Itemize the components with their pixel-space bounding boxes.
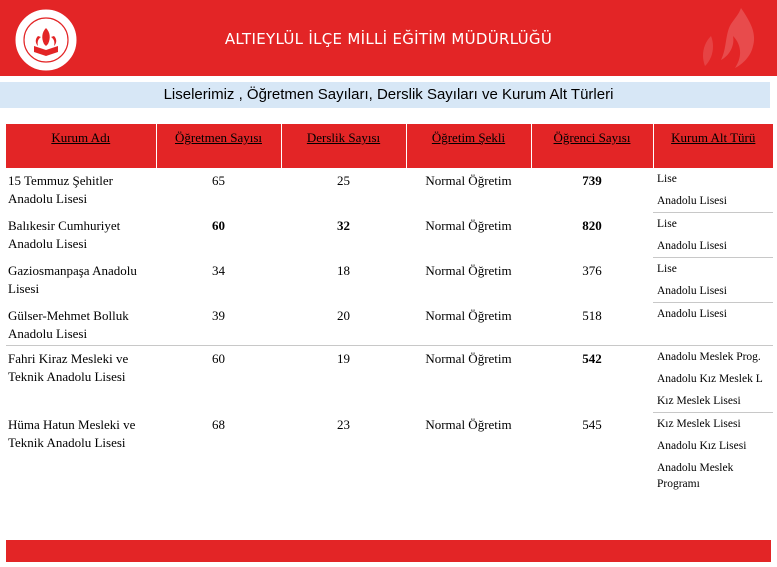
cell-subtype: Kız Meslek Lisesi: [653, 390, 773, 413]
page-header-title: ALTIEYLÜL İLÇE MİLLİ EĞİTİM MÜDÜRLÜĞÜ: [224, 30, 553, 48]
cell-institution-name: Gülser-Mehmet Bolluk Anadolu Lisesi: [6, 303, 156, 346]
cell-teachers: 39: [156, 303, 281, 346]
cell-subtype: Anadolu Kız Meslek L: [657, 372, 763, 385]
cell-subtype: Lise: [657, 263, 677, 275]
cell-teachers: 68: [212, 417, 225, 432]
cell-education-type: Normal Öğretim: [425, 350, 512, 366]
column-header-education-type: Öğretim Şekli: [406, 124, 531, 168]
table-row: [6, 258, 773, 281]
cell-classrooms: 25: [337, 173, 350, 188]
table-row: [6, 303, 773, 346]
cell-classrooms: 32: [337, 217, 350, 233]
cell-students: 542: [582, 350, 602, 366]
cell-teachers: 34: [212, 262, 225, 278]
cell-education-type: Normal Öğretim: [425, 417, 512, 432]
cell-education-type: Normal Öğretim: [425, 217, 512, 233]
cell-subtype: Anadolu Lisesi: [653, 190, 773, 213]
column-header-teachers: Öğretmen Sayısı: [156, 124, 281, 168]
flame-decoration-icon: [691, 6, 771, 76]
cell-classrooms: 19: [337, 350, 350, 366]
cell-subtype: Kız Meslek Lisesi: [657, 417, 741, 430]
cell-education-type: Normal Öğretim: [425, 173, 512, 188]
cell-education-type: Normal Öğretim: [425, 262, 512, 278]
cell-classrooms: 20: [281, 303, 406, 346]
cell-students: 545: [582, 417, 602, 432]
cell-subtype: Anadolu Lisesi: [653, 235, 773, 258]
table-row: [6, 213, 773, 236]
cell-subtype: Anadolu Meslek Prog.: [657, 350, 761, 363]
cell-students: 376: [582, 262, 602, 278]
cell-institution-name: Fahri Kiraz Mesleki ve Teknik Anadolu Lisesi: [8, 350, 129, 384]
cell-teachers: 60: [212, 217, 225, 233]
cell-students: 820: [582, 217, 602, 233]
schools-table: [6, 124, 773, 495]
cell-subtype: Anadolu Lisesi: [653, 280, 773, 303]
cell-teachers: 65: [212, 173, 225, 188]
table-header-row: [6, 124, 773, 168]
cell-institution-name: 15 Temmuz Şehitler Anadolu Lisesi: [8, 173, 113, 206]
cell-subtype: Anadolu Meslek Programı: [657, 461, 734, 490]
header-banner: [0, 0, 777, 76]
cell-subtype: Lise: [657, 218, 677, 230]
column-header-classrooms: Derslik Sayısı: [281, 124, 406, 168]
cell-subtype: Anadolu Lisesi: [653, 303, 773, 346]
table-row: [6, 168, 773, 190]
cell-institution-name: Hüma Hatun Mesleki ve Teknik Anadolu Lisesi: [8, 417, 136, 450]
cell-subtype: Anadolu Kız Lisesi: [657, 439, 747, 452]
table-row: [6, 412, 773, 435]
cell-students: 739: [582, 173, 602, 188]
table-row: [6, 345, 773, 368]
cell-teachers: 60: [212, 350, 225, 366]
column-header-institution: Kurum Adı: [6, 124, 156, 168]
cell-subtype: Lise: [657, 173, 677, 185]
cell-students: 518: [531, 303, 653, 346]
cell-classrooms: 18: [337, 262, 350, 278]
cell-institution-name: Balıkesir Cumhuriyet Anadolu Lisesi: [8, 217, 121, 251]
cell-institution-name: Gaziosmanpaşa Anadolu Lisesi: [8, 262, 137, 296]
page-subtitle: Liselerimiz , Öğretmen Sayıları, Derslik Sayıları ve Kurum Alt Türleri: [163, 86, 614, 103]
cell-education-type: Normal Öğretim: [406, 303, 531, 346]
footer-bar: [6, 540, 771, 562]
cell-classrooms: 23: [337, 417, 350, 432]
column-header-students: Öğrenci Sayısı: [531, 124, 653, 168]
column-header-subtype: Kurum Alt Türü: [653, 124, 773, 168]
